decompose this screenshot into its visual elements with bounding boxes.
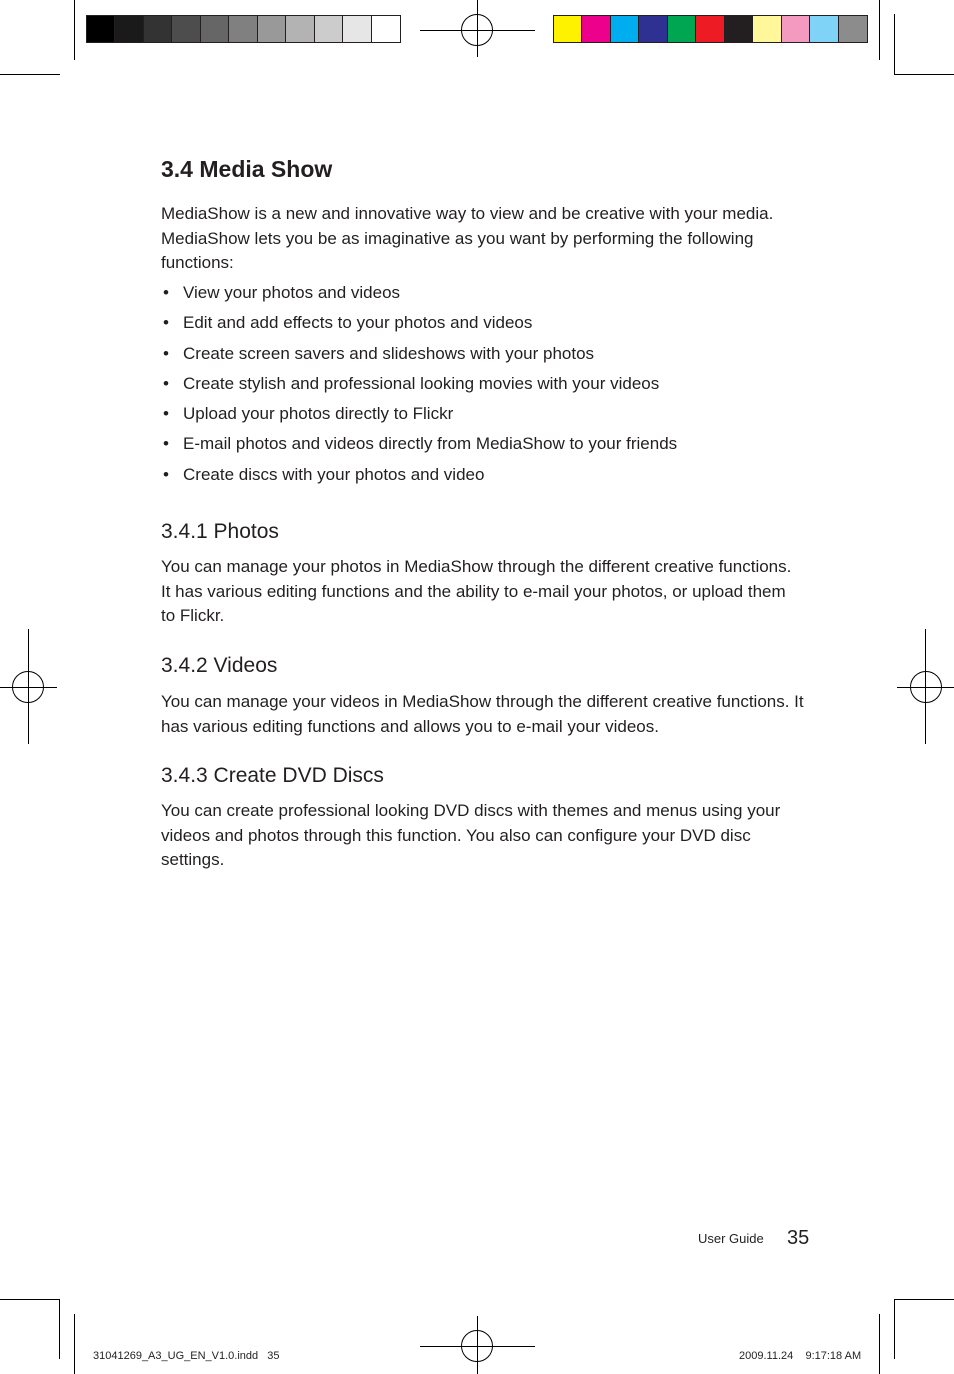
color-swatch	[372, 16, 400, 42]
videos-heading: 3.4.2 Videos	[161, 654, 278, 677]
list-item	[161, 342, 677, 372]
list-item	[161, 432, 677, 462]
list-item-text: Edit and add effects to your photos and videos	[183, 313, 533, 333]
color-swatch	[343, 16, 371, 42]
list-item	[161, 463, 677, 493]
process-color-bar	[553, 15, 868, 43]
photos-paragraph: You can manage your photos in MediaShow through the different creative functions. It has various editing functions and the ability to e-mail your photos, or upload them to Flickr.	[161, 557, 792, 626]
color-swatch	[582, 16, 610, 42]
grayscale-color-bar	[86, 15, 401, 43]
videos-paragraph: You can manage your videos in MediaShow through the different creative functions. It has various editing functions and allows you to e-mail your videos.	[161, 692, 804, 736]
color-swatch	[172, 16, 200, 42]
color-swatch	[639, 16, 667, 42]
color-swatch	[201, 16, 229, 42]
list-item	[161, 402, 677, 432]
color-swatch	[229, 16, 257, 42]
color-swatch	[258, 16, 286, 42]
color-swatch	[696, 16, 724, 42]
section-title: 3.4 Media Show	[161, 156, 333, 182]
color-swatch	[810, 16, 838, 42]
color-swatch	[144, 16, 172, 42]
feature-list	[161, 281, 677, 493]
list-item-text: View your photos and videos	[183, 283, 401, 302]
color-swatch	[87, 16, 115, 42]
bullet-icon: •	[163, 434, 169, 454]
list-item-text: Create discs with your photos and video	[183, 464, 485, 484]
list-item	[161, 311, 677, 341]
color-swatch	[115, 16, 143, 42]
list-item-text: Create screen savers and slideshows with your photos	[183, 343, 595, 363]
color-swatch	[611, 16, 639, 42]
bullet-icon: •	[163, 373, 169, 393]
list-item	[161, 372, 677, 402]
footer-label: User Guide	[698, 1231, 764, 1246]
color-swatch	[839, 16, 867, 42]
list-item-text: E-mail photos and videos directly from MediaShow to your friends	[183, 434, 678, 454]
list-item-text: Create stylish and professional looking movies with your videos	[183, 373, 660, 393]
slug-filename: 31041269_A3_UG_EN_V1.0.indd 35	[93, 1350, 280, 1362]
intro-paragraph: MediaShow is a new and innovative way to view and be creative with your media. MediaShow lets you be as imaginative as you want by performing the following functions:	[161, 204, 774, 273]
page-number: 35	[787, 1227, 810, 1249]
bullet-icon: •	[163, 313, 169, 333]
color-swatch	[725, 16, 753, 42]
bullet-icon: •	[163, 464, 169, 484]
bullet-icon: •	[163, 404, 169, 424]
list-item-text: Upload your photos directly to Flickr	[183, 404, 454, 424]
dvd-paragraph: You can create professional looking DVD discs with themes and menus using your videos and photos through this function. You also can configure your DVD disc settings.	[161, 801, 781, 870]
color-swatch	[554, 16, 582, 42]
list-item	[161, 281, 677, 311]
slug-datetime: 2009.11.24 9:17:18 AM	[739, 1350, 862, 1362]
color-swatch	[315, 16, 343, 42]
color-swatch	[286, 16, 314, 42]
color-swatch	[668, 16, 696, 42]
photos-heading: 3.4.1 Photos	[161, 520, 279, 543]
color-swatch	[753, 16, 781, 42]
color-swatch	[782, 16, 810, 42]
bullet-icon: •	[163, 283, 169, 302]
bullet-icon: •	[163, 343, 169, 363]
dvd-heading: 3.4.3 Create DVD Discs	[161, 764, 384, 787]
